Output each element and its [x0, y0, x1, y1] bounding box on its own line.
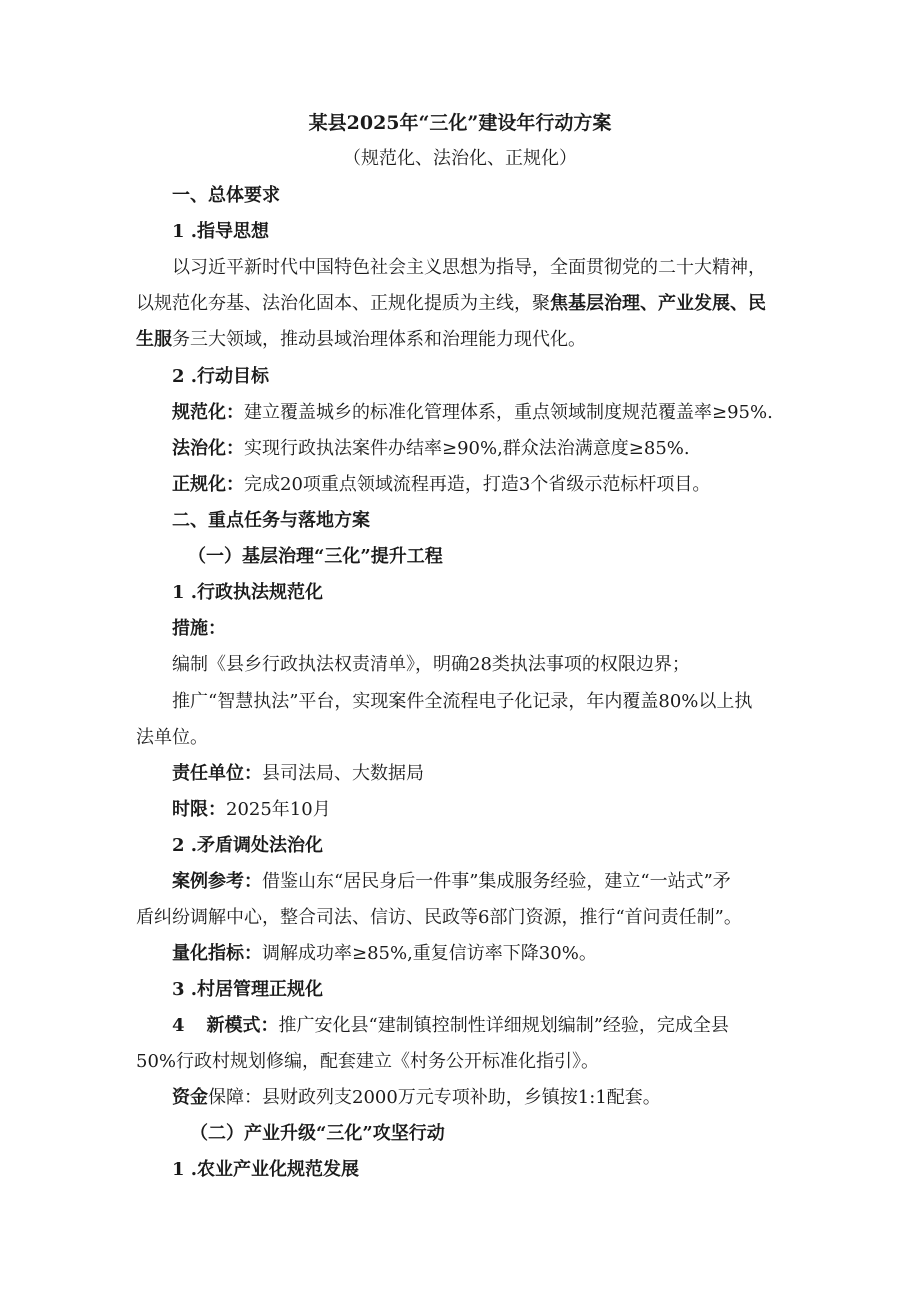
goal-standardization [172, 400, 773, 426]
fund-text: 保障：县财政列支2000万元专项补助，乡镇按1:1配套。 [208, 1087, 661, 1108]
deadline-label: 时限： [172, 799, 226, 820]
goal-2-label: 法治化： [172, 438, 244, 459]
guide-line-3-plain: 务三大领域，推动县域治理体系和治理能力现代化。 [172, 329, 586, 350]
case-reference-line-2: 盾纠纷调解中心，整合司法、信访、民政等6部门资源，推行“首问责任制”。 [136, 907, 742, 928]
model-label: 新模式： [206, 1015, 279, 1036]
section-2-heading: 二、重点任务与落地方案 [172, 510, 370, 531]
guide-paragraph-line-2 [136, 291, 766, 317]
measure-2-line-2: 法单位。 [136, 727, 208, 748]
guide-paragraph-line-1: 以习近平新时代中国特色社会主义思想为指导，全面贯彻党的二十大精神， [172, 257, 766, 278]
document-subtitle: （规范化、法治化、正规化） [343, 148, 577, 169]
section-1-1-heading: 1 .指导思想 [172, 221, 270, 242]
new-model-line-2: 50%行政村规划修编，配套建立《村务公开标准化指引》。 [136, 1051, 600, 1072]
guide-line-2-plain: 以规范化夯基、法治化固本、正规化提质为主线，聚 [136, 293, 550, 314]
document-title: 某县2025年“三化”建设年行动方案 [308, 112, 612, 134]
guide-paragraph-line-3 [136, 327, 586, 353]
section-2-1-2-heading: 2 .矛盾调处法治化 [172, 835, 324, 856]
goal-3-text: 完成20项重点领域流程再造，打造3个省级示范标杆项目。 [244, 474, 711, 495]
section-2-2-heading: （二）产业升级“三化”攻坚行动 [190, 1123, 445, 1144]
goal-rule-of-law [172, 436, 690, 462]
responsible-units [172, 761, 424, 787]
measure-2-line-1: 推广“智慧执法”平台，实现案件全流程电子化记录，年内覆盖80%以上执 [172, 691, 753, 712]
goal-3-label: 正规化： [172, 474, 244, 495]
quant-text: 调解成功率≥85%,重复信访率下降30%。 [262, 943, 597, 964]
guide-line-2-bold: 焦基层治理、产业发展、民 [550, 293, 766, 314]
fund-label: 资金 [172, 1087, 208, 1108]
deadline [172, 797, 331, 823]
funding-guarantee [172, 1085, 661, 1111]
goal-2-text: 实现行政执法案件办结率≥90%,群众法治满意度≥85%. [244, 438, 690, 459]
section-2-1-heading: （一）基层治理“三化”提升工程 [188, 546, 443, 567]
section-2-2-1-heading: 1 .农业产业化规范发展 [172, 1159, 360, 1180]
deadline-text: 2025年10月 [226, 799, 331, 820]
measure-1: 编制《县乡行政执法权责清单》，明确28类执法事项的权限边界； [172, 654, 690, 675]
case-reference-line-1 [172, 869, 731, 895]
new-model-line-1 [172, 1013, 729, 1039]
guide-line-3-bold: 生服 [136, 329, 172, 350]
quant-label: 量化指标： [172, 943, 262, 964]
section-2-1-3-heading: 3 .村居管理正规化 [172, 979, 324, 1000]
model-text-1: 推广安化县“建制镇控制性详细规划编制”经验，完成全县 [278, 1015, 729, 1036]
responsible-text: 县司法局、大数据局 [262, 763, 424, 784]
section-1-heading: 一、总体要求 [172, 185, 280, 206]
measures-label: 措施： [172, 618, 226, 639]
section-1-2-heading: 2 .行动目标 [172, 366, 270, 387]
goal-regularization [172, 472, 710, 498]
goal-1-label: 规范化： [172, 402, 244, 423]
case-label: 案例参考： [172, 871, 262, 892]
quantitative-indicators [172, 941, 597, 967]
responsible-label: 责任单位： [172, 763, 262, 784]
case-text-1: 借鉴山东“居民身后一件事”集成服务经验，建立“一站式”矛 [262, 871, 731, 892]
goal-1-text: 建立覆盖城乡的标准化管理体系，重点领域制度规范覆盖率≥95%. [244, 402, 773, 423]
section-2-1-1-heading: 1 .行政执法规范化 [172, 582, 324, 603]
model-number: 4 [172, 1015, 185, 1036]
